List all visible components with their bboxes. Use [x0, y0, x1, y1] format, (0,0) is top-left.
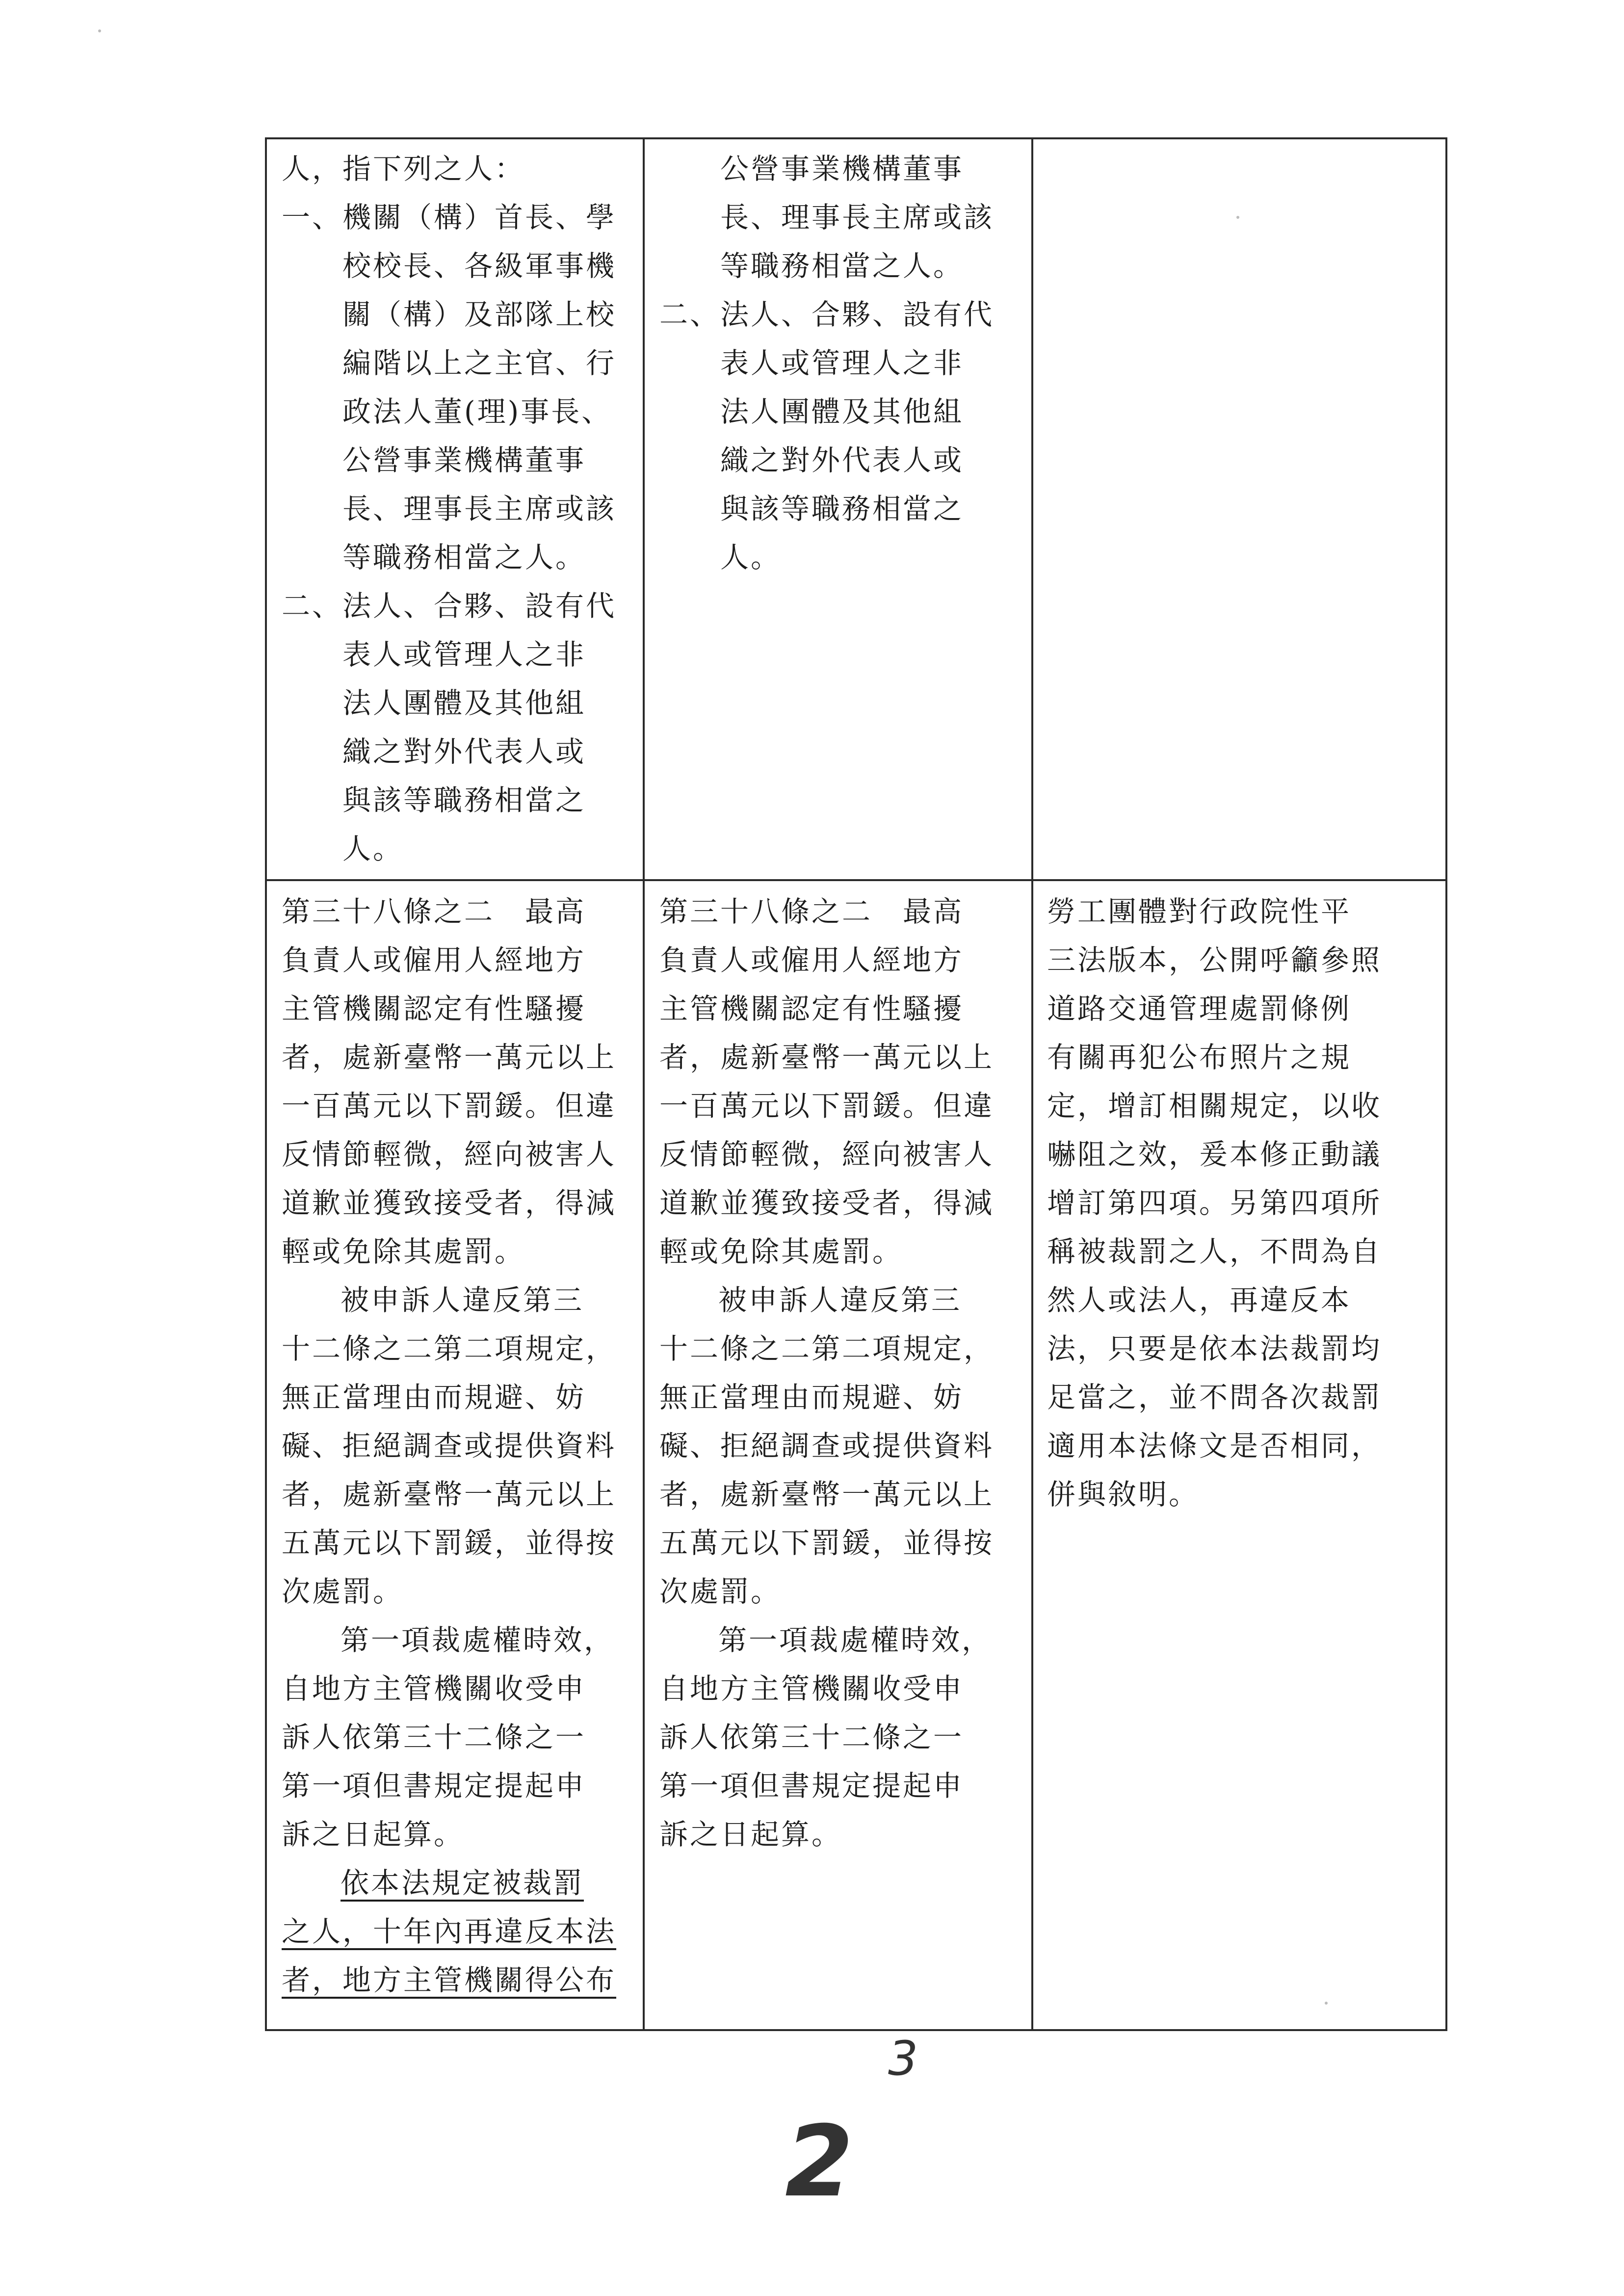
- text-line: 者，處新臺幣一萬元以上: [659, 1478, 995, 1511]
- text-line: 自地方主管機關收受申: [659, 1672, 964, 1705]
- text-line: 等職務相當之人。: [342, 541, 586, 574]
- text-line: 長、理事長主席或該: [720, 201, 995, 234]
- text-line: 主管機關認定有性騷擾: [282, 992, 586, 1025]
- text-line: 織之對外代表人或: [720, 444, 964, 477]
- comparison-table: [265, 137, 1447, 2031]
- text-line: 二、法人、合夥、設有代: [659, 298, 995, 331]
- text-line: 稱被裁罰之人，不問為自: [1047, 1235, 1382, 1268]
- text-line: 公營事業機構董事: [720, 152, 964, 185]
- scan-speck: [1236, 216, 1239, 219]
- column-divider: [1031, 139, 1033, 2029]
- text-line: 第一項裁處權時效，: [341, 1623, 615, 1657]
- text-line: 編階以上之主官、行: [342, 346, 617, 380]
- top-row-explanation-cell: [1047, 139, 1440, 879]
- text-line: 無正當理由而規避、妨: [659, 1381, 964, 1414]
- text-line: 第一項裁處權時效，: [718, 1623, 993, 1657]
- text-line: 道路交通管理處罰條例: [1047, 992, 1352, 1025]
- text-line: 反情節輕微，經向被害人: [282, 1138, 617, 1171]
- top-row-amended-text-cell: [659, 139, 1027, 879]
- scan-speck: [98, 29, 101, 32]
- text-line: 關（構）及部隊上校: [342, 298, 617, 331]
- bottom-row-explanation-cell: [1047, 881, 1440, 2029]
- text-line: 次處罰。: [659, 1575, 782, 1608]
- text-line: 訴人依第三十二條之一: [282, 1721, 586, 1754]
- text-line: 者，處新臺幣一萬元以上: [659, 1041, 995, 1074]
- text-line: 主管機關認定有性騷擾: [659, 992, 964, 1025]
- text-line: 第一項但書規定提起申: [659, 1769, 964, 1802]
- text-line: 五萬元以下罰鍰，並得按: [282, 1526, 617, 1560]
- top-row-current-text-cell: [282, 139, 640, 879]
- text-line: 校校長、各級軍事機: [342, 249, 617, 283]
- text-line: 依本法規定被裁罰: [341, 1866, 584, 1900]
- text-line: 長、理事長主席或該: [342, 492, 617, 525]
- text-line: 與該等職務相當之: [720, 492, 964, 525]
- text-line: 適用本法條文是否相同，: [1047, 1429, 1382, 1462]
- text-line: 增訂第四項。另第四項所: [1047, 1186, 1382, 1220]
- text-line: 公營事業機構董事: [342, 444, 586, 477]
- text-line: 訴之日起算。: [282, 1818, 465, 1851]
- text-line: 五萬元以下罰鍰，並得按: [659, 1526, 995, 1560]
- text-line: 然人或法人，再違反本: [1047, 1283, 1352, 1317]
- text-line: 第三十八條之二 最高: [659, 895, 964, 928]
- text-line: 反情節輕微，經向被害人: [659, 1138, 995, 1171]
- text-line: 者，處新臺幣一萬元以上: [282, 1041, 617, 1074]
- text-line: 併與敘明。: [1047, 1478, 1200, 1511]
- text-line: 道歉並獲致接受者，得減: [659, 1186, 995, 1220]
- text-line: 法，只要是依本法裁罰均: [1047, 1332, 1382, 1365]
- text-line: 次處罰。: [282, 1575, 404, 1608]
- text-line: 無正當理由而規避、妨: [282, 1381, 586, 1414]
- text-line: 十二條之二第二項規定，: [659, 1332, 995, 1365]
- page-number-small: 3: [888, 2031, 918, 2086]
- text-line: 有關再犯公布照片之規: [1047, 1041, 1352, 1074]
- text-line: 第三十八條之二 最高: [282, 895, 586, 928]
- text-line: 法人團體及其他組: [720, 395, 964, 428]
- text-line: 二、法人、合夥、設有代: [282, 589, 617, 623]
- text-line: 之人，十年內再違反本法: [282, 1915, 617, 1948]
- text-line: 訴人依第三十二條之一: [659, 1721, 964, 1754]
- text-line: 者，處新臺幣一萬元以上: [282, 1478, 617, 1511]
- bottom-row-original-text-cell: [659, 881, 1027, 2029]
- text-line: 政法人董(理)事長、: [342, 395, 612, 428]
- text-line: 第一項但書規定提起申: [282, 1769, 586, 1802]
- text-line: 與該等職務相當之: [342, 783, 586, 817]
- text-line: 被申訴人違反第三: [718, 1283, 962, 1317]
- text-line: 表人或管理人之非: [720, 346, 964, 380]
- text-line: 礙、拒絕調查或提供資料: [659, 1429, 995, 1462]
- text-line: 人。: [342, 832, 404, 865]
- text-line: 人。: [720, 541, 782, 574]
- text-line: 表人或管理人之非: [342, 638, 586, 671]
- text-line: 輕或免除其處罰。: [659, 1235, 903, 1268]
- text-line: 勞工團體對行政院性平: [1047, 895, 1352, 928]
- text-line: 法人團體及其他組: [342, 686, 586, 720]
- bottom-row-motion-text-cell: [282, 881, 640, 2029]
- text-line: 負責人或僱用人經地方: [659, 943, 964, 977]
- text-line: 織之對外代表人或: [342, 735, 586, 768]
- text-line: 十二條之二第二項規定，: [282, 1332, 617, 1365]
- text-line: 嚇阻之效，爰本修正動議: [1047, 1138, 1382, 1171]
- column-divider: [643, 139, 645, 2029]
- text-line: 定，增訂相關規定，以收: [1047, 1089, 1382, 1122]
- text-line: 輕或免除其處罰。: [282, 1235, 525, 1268]
- text-line: 等職務相當之人。: [720, 249, 964, 283]
- text-line: 一百萬元以下罰鍰。但違: [282, 1089, 617, 1122]
- text-line: 道歉並獲致接受者，得減: [282, 1186, 617, 1220]
- scan-speck: [1325, 2002, 1328, 2005]
- text-line: 三法版本，公開呼籲參照: [1047, 943, 1382, 977]
- text-line: 足當之，並不問各次裁罰: [1047, 1381, 1382, 1414]
- text-line: 負責人或僱用人經地方: [282, 943, 586, 977]
- page-number-large: 2: [785, 2105, 854, 2219]
- text-line: 一百萬元以下罰鍰。但違: [659, 1089, 995, 1122]
- text-line: 礙、拒絕調查或提供資料: [282, 1429, 617, 1462]
- text-line: 人，指下列之人：: [282, 152, 525, 185]
- text-line: 一、機關（構）首長、學: [282, 201, 617, 234]
- text-line: 訴之日起算。: [659, 1818, 842, 1851]
- text-line: 者，地方主管機關得公布: [282, 1963, 617, 1997]
- text-line: 自地方主管機關收受申: [282, 1672, 586, 1705]
- text-line: 被申訴人違反第三: [341, 1283, 584, 1317]
